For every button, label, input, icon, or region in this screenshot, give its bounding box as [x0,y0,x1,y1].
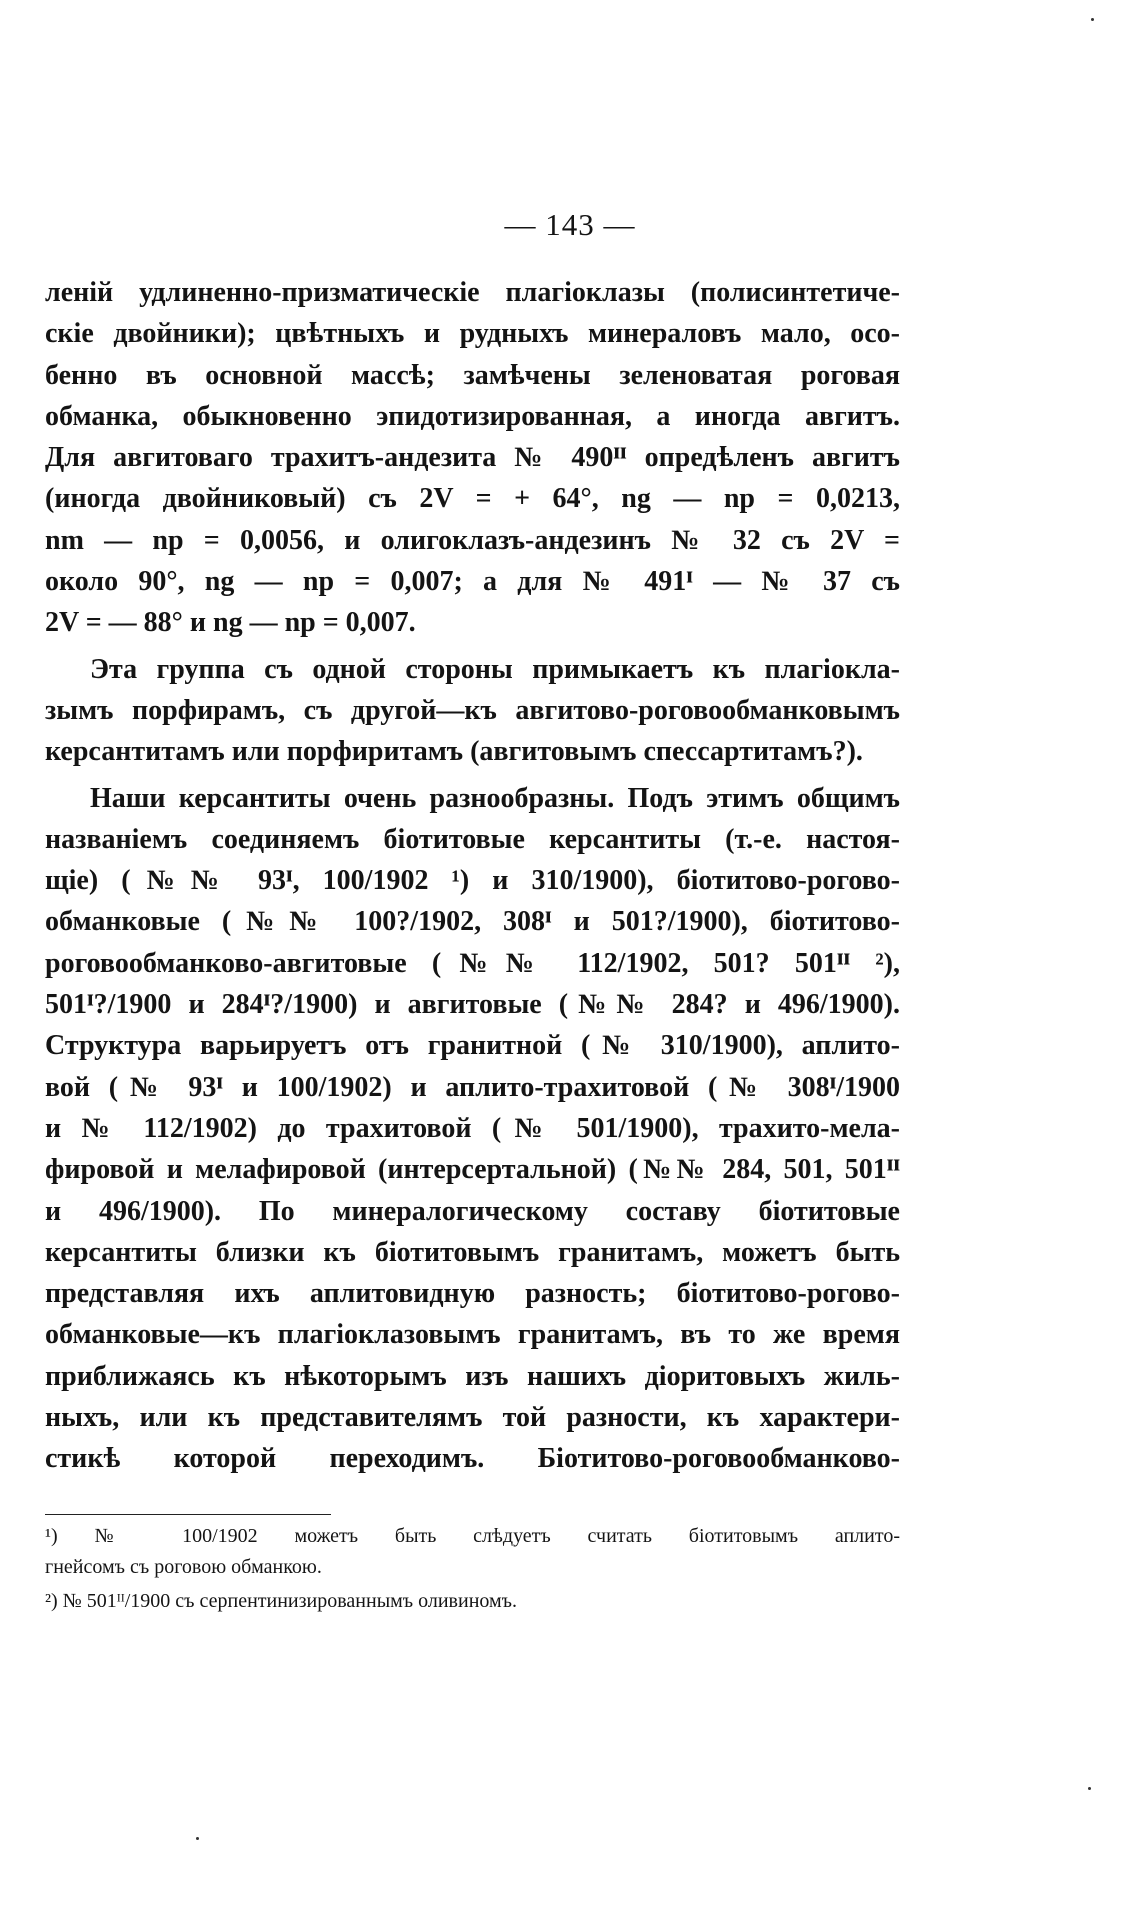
text-line: обманка, обыкновенно эпидотизированная, а иногда авгитъ. [45,400,900,432]
footnote-separator [45,1514,331,1515]
text-line: ныхъ, или къ представителямъ той разности, къ характери- [45,1402,900,1434]
text-line: и 496/1900). По минералогическому составу біотитовые [45,1195,900,1227]
text-line: Для авгитоваго трахитъ-андезита № 490ᴵᴵ опредѣленъ авгитъ [45,442,900,474]
text-line: названіемъ соединяемъ біотитовые керсантиты (т.-е. настоя- [45,823,900,855]
text-line: керсантиты близки къ біотитовымъ гранитамъ, можетъ быть [45,1236,900,1268]
text-line: и № 112/1902) до трахитовой (№ 501/1900), трахито-мела- [45,1112,900,1144]
text-line: фировой и мелафировой (интерсертальной) (№№ 284, 501, 501ᴵᴵ [45,1154,900,1186]
text-line: щіе) (№№ 93ᴵ, 100/1902 ¹) и 310/1900), біотитово-рогово- [45,865,900,897]
speck [1091,18,1094,21]
footnote-1-line-2: гнейсомъ съ роговою обманкою. [45,1556,322,1578]
text-line: (иногда двойниковый) съ 2V = + 64°, ng — np = 0,0213, [45,483,900,515]
text-line: 2V = — 88° и ng — np = 0,007. [45,607,416,639]
text-line: представляя ихъ аплитовидную разность; біотитово-рогово- [45,1278,900,1310]
text-line: бенно въ основной массѣ; замѣчены зеленоватая роговая [45,359,900,391]
text-line: 501ᴵ?/1900 и 284ᴵ?/1900) и авгитовые (№№ 284? и 496/1900). [45,989,900,1021]
text-line: леній удлиненно-призматическіе плагіоклазы (полисинтетиче- [45,277,900,308]
footnote-1-line-1: ¹) № 100/1902 можетъ быть слѣдуетъ считать біотитовымъ аплито- [45,1525,900,1547]
text-line: зымъ порфирамъ, съ другой—къ авгитово-роговообманковымъ [45,694,900,726]
text-line: обманковые—къ плагіоклазовымъ гранитамъ, въ то же время [45,1319,900,1351]
text-line: Наши керсантиты очень разнообразны. Подъ этимъ общимъ [90,782,900,814]
text-line: Структура варьируетъ отъ гранитной (№ 310/1900), аплито- [45,1030,900,1062]
text-line: nm — np = 0,0056, и олигоклазъ-андезинъ № 32 съ 2V = [45,524,900,556]
text-line: вой (№ 93ᴵ и 100/1902) и аплито-трахитовой (№ 308ᴵ/1900 [45,1071,900,1103]
text-line: скіе двойники); цвѣтныхъ и рудныхъ минераловъ мало, осо- [45,318,900,350]
text-line: около 90°, ng — np = 0,007; а для № 491ᴵ — № 37 съ [45,566,900,598]
text-line: приближаясь къ нѣкоторымъ изъ нашихъ діоритовыхъ жиль- [45,1360,900,1392]
text-line: Эта группа съ одной стороны примыкаетъ къ плагіокла- [90,653,900,685]
text-line: обманковые (№№ 100?/1902, 308ᴵ и 501?/1900), біотитово- [45,906,900,938]
speck [1088,1787,1091,1790]
footnote-2: ²) № 501ᴵᴵ/1900 съ серпентинизированнымъ оливиномъ. [45,1590,518,1612]
speck [196,1837,199,1840]
body-text [45,272,900,1480]
text-line: роговообманково-авгитовые (№№ 112/1902, 501? 501ᴵᴵ ²), [45,947,900,979]
text-line: керсантитамъ или порфиритамъ (авгитовымъ спессартитамъ?). [45,736,863,768]
text-line: стикѣ которой переходимъ. Біотитово-роговообманково- [45,1443,900,1475]
page-number: — 143 — [504,207,636,242]
